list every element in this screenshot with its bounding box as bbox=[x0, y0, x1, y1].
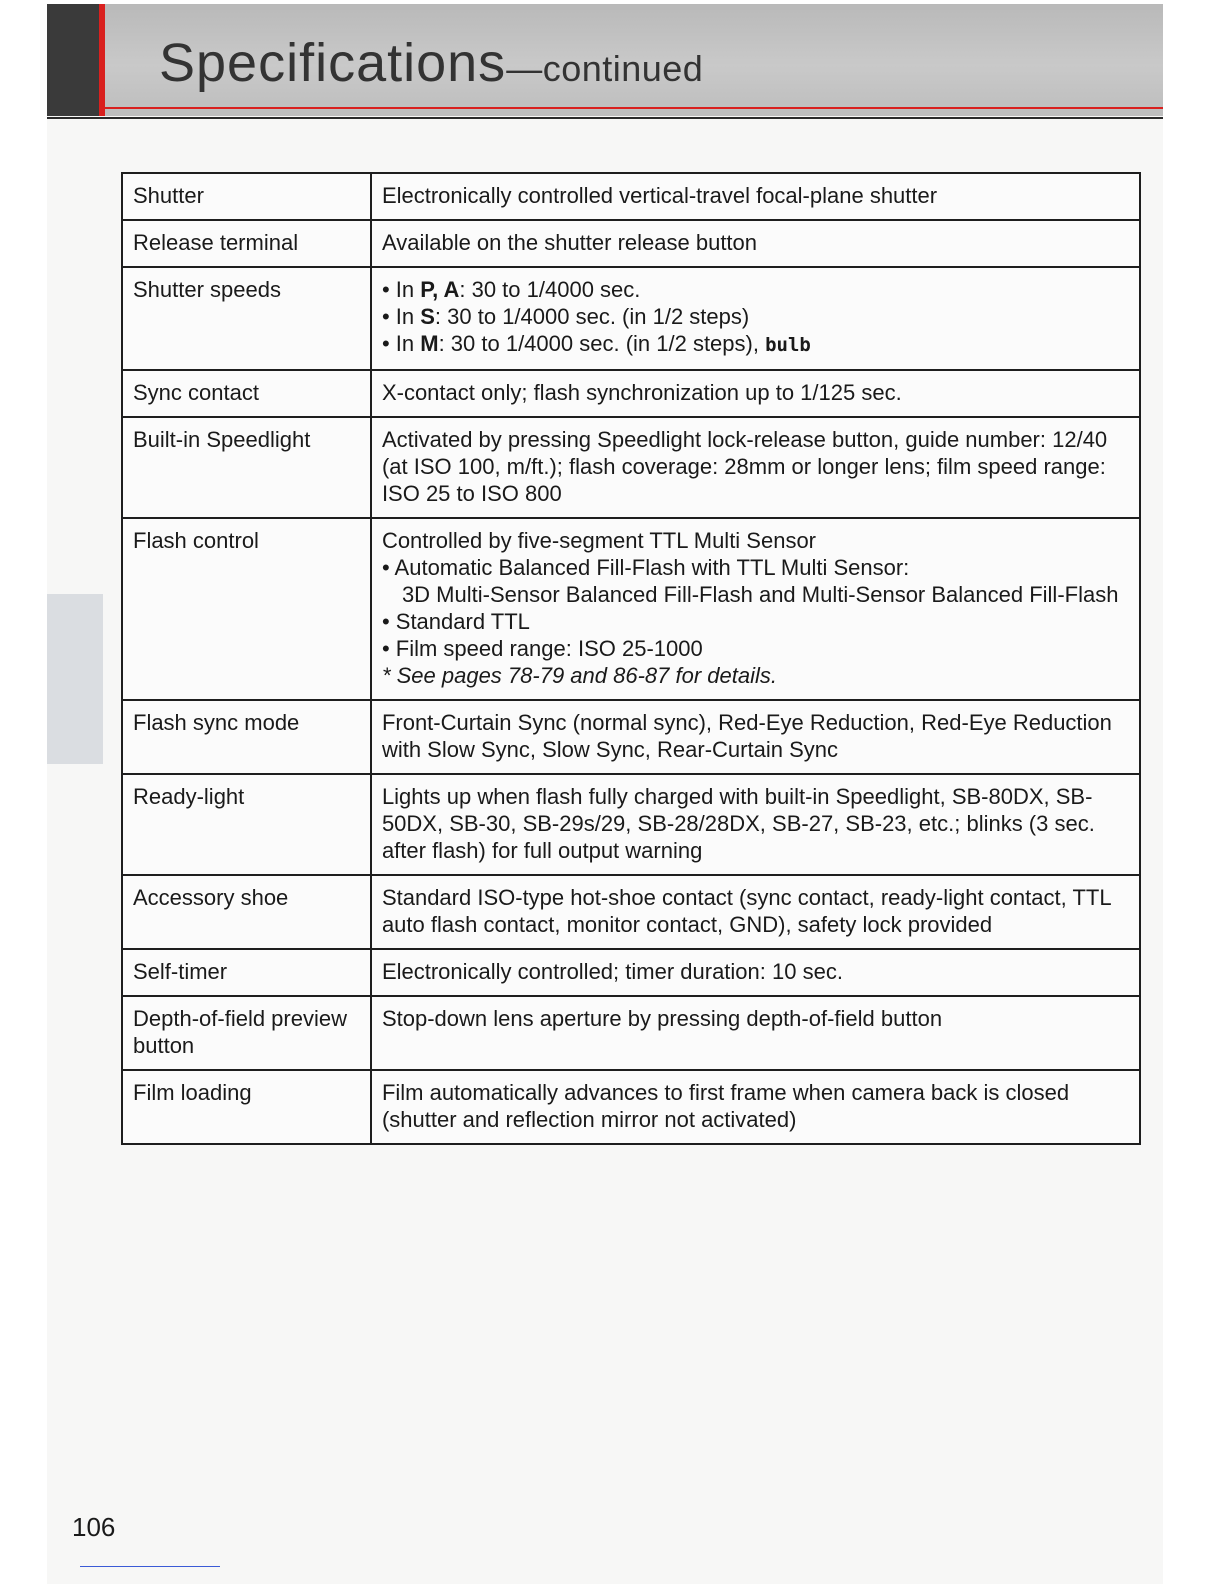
table-row bbox=[122, 774, 1140, 875]
row-label: Shutter bbox=[122, 173, 371, 220]
list-intro: Controlled by five-segment TTL Multi Sensor bbox=[381, 528, 817, 553]
row-value: Electronically controlled vertical-travel focal-plane shutter bbox=[371, 173, 1140, 220]
row-label: Built-in Speedlight bbox=[122, 417, 371, 518]
list-item: • In S: 30 to 1/4000 sec. (in 1/2 steps) bbox=[382, 303, 1129, 330]
row-label: Accessory shoe bbox=[122, 875, 371, 949]
list-item: • In M: 30 to 1/4000 sec. (in 1/2 steps), bulb bbox=[382, 330, 1129, 359]
table-row bbox=[122, 1070, 1140, 1144]
header-dark-tab bbox=[47, 4, 99, 116]
page-header bbox=[47, 4, 1163, 116]
row-value: Lights up when flash fully charged with built-in Speedlight, SB-80DX, SB-50DX, SB-30, SB-29s/29, SB-28/28DX, SB-27, SB-23, etc.; blinks (3 sec. after flash) for full output warning bbox=[371, 774, 1140, 875]
row-label: Film loading bbox=[122, 1070, 371, 1144]
table-row bbox=[122, 370, 1140, 417]
bulb-lcd-text: bulb bbox=[765, 334, 811, 356]
header-bottom-rule bbox=[47, 117, 1163, 119]
table-row bbox=[122, 949, 1140, 996]
row-value: Electronically controlled; timer duration: 10 sec. bbox=[371, 949, 1140, 996]
row-label: Sync contact bbox=[122, 370, 371, 417]
table-row bbox=[122, 518, 1140, 700]
row-label: Shutter speeds bbox=[122, 267, 371, 370]
table-row bbox=[122, 173, 1140, 220]
list-item: • In P, A: 30 to 1/4000 sec. bbox=[382, 276, 1129, 303]
section-side-tab bbox=[47, 594, 103, 764]
row-value: Film automatically advances to first frame when camera back is closed (shutter and reflection mirror not activated) bbox=[371, 1070, 1140, 1144]
row-label: Depth-of-field preview button bbox=[122, 996, 371, 1070]
row-label: Self-timer bbox=[122, 949, 371, 996]
table-row bbox=[122, 267, 1140, 370]
footnote: * See pages 78-79 and 86-87 for details. bbox=[381, 663, 777, 688]
table-row bbox=[122, 417, 1140, 518]
row-value: Standard ISO-type hot-shoe contact (sync contact, ready-light contact, TTL auto flash contact, monitor contact, GND), safety lock provided bbox=[371, 875, 1140, 949]
row-value bbox=[371, 518, 1140, 700]
row-value: Available on the shutter release button bbox=[371, 220, 1140, 267]
page-title bbox=[159, 32, 703, 94]
list-item: • Standard TTL bbox=[382, 608, 1129, 635]
manual-page bbox=[47, 4, 1163, 1584]
row-value: Front-Curtain Sync (normal sync), Red-Eye Reduction, Red-Eye Reduction with Slow Sync, Slow Sync, Rear-Curtain Sync bbox=[371, 700, 1140, 774]
row-value bbox=[371, 267, 1140, 370]
list-item: • Automatic Balanced Fill-Flash with TTL Multi Sensor: bbox=[382, 554, 1129, 581]
row-value: X-contact only; flash synchronization up to 1/125 sec. bbox=[371, 370, 1140, 417]
page-title-suffix: —continued bbox=[506, 48, 704, 89]
header-red-rule bbox=[99, 107, 1163, 109]
page-title-main: Specifications bbox=[159, 33, 507, 93]
page-number-underline bbox=[80, 1566, 220, 1567]
table-row bbox=[122, 875, 1140, 949]
table-row bbox=[122, 996, 1140, 1070]
list-item-detail: 3D Multi-Sensor Balanced Fill-Flash and Multi-Sensor Balanced Fill-Flash bbox=[401, 582, 1119, 607]
table-row bbox=[122, 700, 1140, 774]
row-label: Release terminal bbox=[122, 220, 371, 267]
page-number: 106 bbox=[72, 1512, 116, 1542]
row-value: Stop-down lens aperture by pressing depth-of-field button bbox=[371, 996, 1140, 1070]
row-value: Activated by pressing Speedlight lock-release button, guide number: 12/40 (at ISO 100, m/ft.); flash coverage: 28mm or longer lens; film speed range: ISO 25 to ISO 800 bbox=[371, 417, 1140, 518]
row-label: Ready-light bbox=[122, 774, 371, 875]
table-row bbox=[122, 220, 1140, 267]
list-item: • Film speed range: ISO 25-1000 bbox=[382, 635, 1129, 662]
row-label: Flash control bbox=[122, 518, 371, 700]
header-red-bar bbox=[99, 4, 105, 116]
specifications-table bbox=[121, 172, 1141, 1145]
row-label: Flash sync mode bbox=[122, 700, 371, 774]
